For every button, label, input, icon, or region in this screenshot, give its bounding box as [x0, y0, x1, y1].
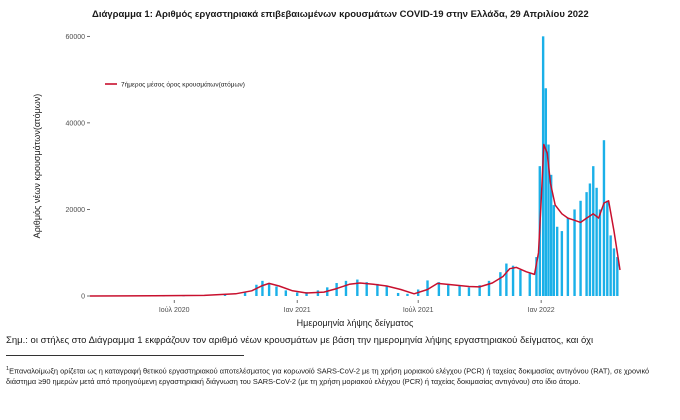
bar: [529, 273, 531, 296]
legend: [105, 81, 245, 89]
bar: [255, 285, 257, 296]
bar: [585, 192, 587, 296]
y-tick-label: 0: [81, 293, 85, 301]
bar: [356, 280, 358, 296]
chart-title: Διάγραμμα 1: Αριθμός εργαστηριακά επιβεβαιωμένων κρουσμάτων COVID-19 στην Ελλάδα, 29 Απριλίου 2022: [92, 9, 589, 20]
bar: [519, 270, 521, 296]
bar: [275, 286, 277, 296]
bar: [545, 88, 547, 296]
bar: [397, 293, 399, 296]
bar: [296, 293, 298, 296]
bar: [606, 201, 608, 296]
footnote-marker: 1: [6, 366, 10, 372]
bar: [261, 281, 263, 296]
bar: [458, 286, 460, 296]
y-tick-label: 40000: [65, 120, 85, 128]
bar: [573, 209, 575, 296]
bar: [592, 166, 594, 296]
bar: [505, 264, 507, 296]
x-axis-title: Ημερομηνία λήψης δείγματος: [296, 318, 414, 328]
y-axis-title: Αριθμός νέων κρουσμάτων(ατόμων): [32, 93, 42, 239]
bar: [499, 272, 501, 296]
bar: [613, 248, 615, 296]
bar: [567, 218, 569, 296]
bar: [285, 290, 287, 296]
x-tick-label: Ιαν 2022: [527, 307, 555, 314]
axis-layer: [66, 34, 555, 314]
x-tick-label: Ιούλ 2021: [402, 307, 434, 314]
footnote-text: Επαναλοίμωξη ορίζεται ως η καταγραφή θετικού εργαστηριακού αποτελέσματος για κορωνοϊό SARS-CoV-2 με τη χρήση μοριακού ελέγχου (PCR) ή ταχείας δοκιμασίας αντιγόνου (RAT), σε χρονικό διάστημα ≥90 ημερών μετά από προηγούμενη εργαστηριακή διάγνωση του SARS-CoV-2 (με τη χρήση μοριακού ελέγχου (PCR) ή ταχείας δοκιμασίας αντιγόνου) στο ίδιο άτομο.: [6, 366, 650, 387]
footnote-divider: [6, 355, 244, 356]
bar: [599, 209, 601, 296]
legend-label: 7ήμερος μέσος όρος κρουσμάτων(ατόμων): [121, 81, 245, 89]
y-tick-label: 60000: [65, 33, 85, 41]
bar: [609, 235, 611, 296]
bar: [589, 183, 591, 296]
x-tick-label: Ιαν 2021: [283, 307, 311, 314]
bar: [468, 287, 470, 296]
y-tick-label: 20000: [65, 206, 85, 214]
x-tick-label: Ιούλ 2020: [158, 307, 190, 314]
bar: [561, 231, 563, 296]
bar: [376, 284, 378, 296]
bar: [386, 286, 388, 296]
bar: [579, 201, 581, 296]
bars-layer: [101, 36, 619, 296]
bar: [512, 266, 514, 296]
bar: [268, 283, 270, 296]
bar: [553, 205, 555, 296]
chart-note: Σημ.: οι στήλες στο Διάγραμμα 1 εκφράζουν τον αριθμό νέων κρουσμάτων με βάση την ημερομηνία λήψης εργαστηριακού δείγματος, και όχι: [6, 335, 594, 346]
bar: [595, 188, 597, 296]
bar: [603, 140, 605, 296]
bar: [556, 227, 558, 296]
footnote: [6, 364, 676, 387]
bar: [406, 294, 408, 296]
bar: [345, 281, 347, 296]
bar: [447, 284, 449, 296]
